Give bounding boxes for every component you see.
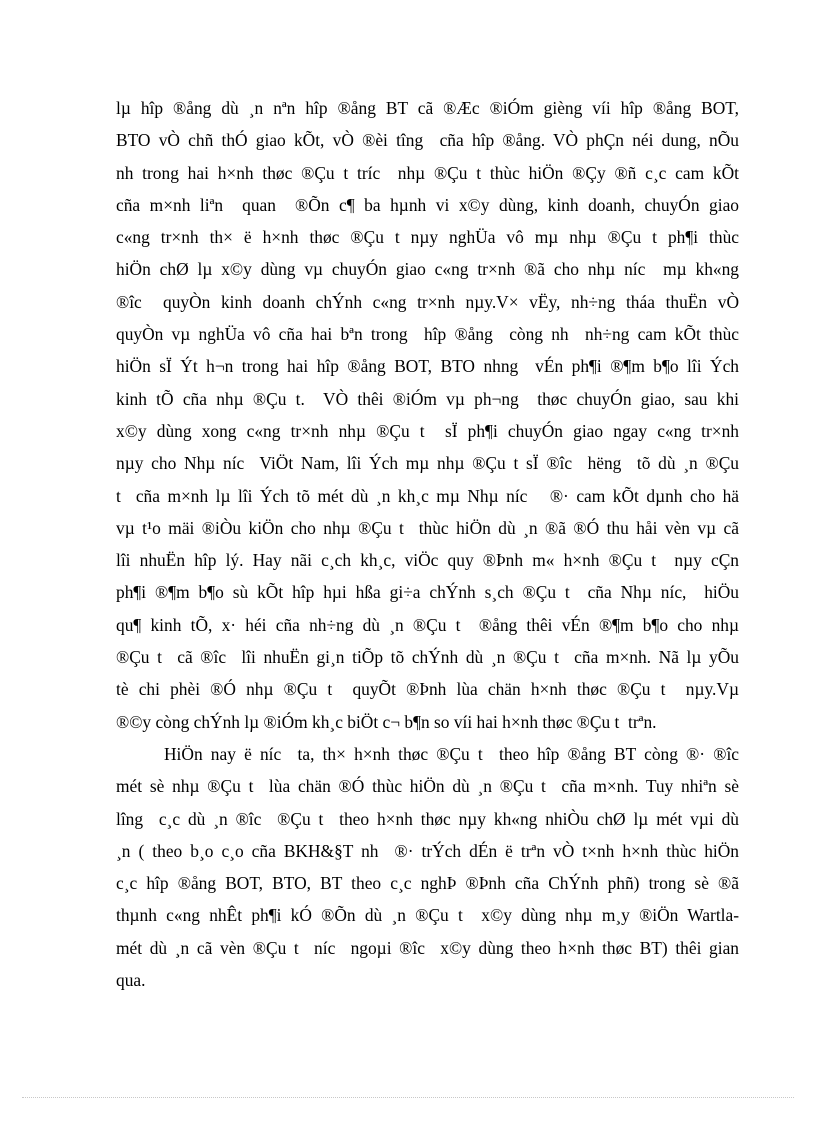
text-line: quyÒn vµ nghÜa vô cña hai bªn trong hîp ®ång còng nh nh÷ng cam kÕt thùc [116,324,739,345]
text-line: vµ t¹o mäi ®iÒu kiÖn cho nhµ ®Çu t thùc hiÖn dù ¸n ®ã ®Ó thu håi vèn vµ cã [116,517,739,538]
text-line: hiÖn sÏ Ýt h¬n trong hai hîp ®ång BOT, BTO nhng vÉn ph¶i ®¶m b¶o lîi Ých [116,356,739,377]
footer-divider [22,1097,794,1098]
text-line: c¸c hîp ®ång BOT, BTO, BT theo c¸c nghÞ ®Þnh cña ChÝnh phñ) trong sè ®ã [116,873,739,894]
text-line: lîng c¸c dù ¸n ®îc ®Çu t theo h×nh thøc nµy kh«ng nhiÒu chØ lµ mét vµi dù [116,808,739,829]
text-line: lîi nhuËn hîp lý. Hay nãi c¸ch kh¸c, viÖc quy ®Þnh m« h×nh ®Çu t nµy cÇn [116,550,739,571]
text-line: ph¶i ®¶m b¶o sù kÕt hîp hµi hßa gi÷a chÝnh s¸ch ®Çu t cña Nhµ níc, hiÖu [116,582,739,603]
text-line: nh trong hai h×nh thøc ®Çu t tríc nhµ ®Çu t thùc hiÖn ®Çy ®ñ c¸c cam kÕt [116,162,739,183]
text-line: ®©y còng chÝnh lµ ®iÓm kh¸c biÖt c¬ b¶n so víi hai h×nh thøc ®Çu t trªn. [116,711,657,732]
text-line: hiÖn chØ lµ x©y dùng vµ chuyÓn giao c«ng tr×nh ®ã cho nhµ níc mµ kh«ng [116,259,739,280]
text-line: ¸n ( theo b¸o c¸o cña BKH&§T nh ®· trÝch dÉn ë trªn vÒ t×nh h×nh thùc hiÖn [116,840,739,861]
text-line: x©y dùng xong c«ng tr×nh nhµ ®Çu t sÏ ph¶i chuyÓn giao ngay c«ng tr×nh [116,420,739,441]
text-line: kinh tÕ cña nhµ ®Çu t. VÒ thêi ®iÓm vµ ph¬ng thøc chuyÓn giao, sau khi [116,388,739,409]
text-line: tè chi phèi ®Ó nhµ ®Çu t quyÕt ®Þnh lùa chän h×nh thøc ®Çu t nµy.Vµ [116,679,739,700]
text-line: cña m×nh liªn quan ®Õn c¶ ba hµnh vi x©y dùng, kinh doanh, chuyÓn giao [116,194,739,215]
text-line: BTO vÒ chñ thÓ giao kÕt, vÒ ®èi tîng cña hîp ®ång. VÒ phÇn néi dung, nÕu [116,130,739,151]
text-line: mét sè nhµ ®Çu t lùa chän ®Ó thùc hiÖn dù ¸n ®Çu t cña m×nh. Tuy nhiªn sè [116,776,739,797]
text-line: qua. [116,970,146,991]
text-line: t cña m×nh lµ lîi Ých tõ mét dù ¸n kh¸c mµ Nhµ níc ®· cam kÕt dµnh cho hä [116,485,739,506]
text-line: HiÖn nay ë níc ta, th× h×nh thøc ®Çu t theo hîp ®ång BT còng ®· ®îc [164,743,739,764]
text-line: thµnh c«ng nhÊt ph¶i kÓ ®Õn dù ¸n ®Çu t x©y dùng nhµ m¸y ®iÖn Wartla- [116,905,739,926]
text-line: ®îc quyÒn kinh doanh chÝnh c«ng tr×nh nµy.V× vËy, nh÷ng tháa thuËn vÒ [116,291,739,312]
text-line: qu¶ kinh tÕ, x· héi cña nh÷ng dù ¸n ®Çu t ®ång thêi vÉn ®¶m b¶o cho nhµ [116,614,739,635]
text-line: c«ng tr×nh th× ë h×nh thøc ®Çu t nµy nghÜa vô mµ nhµ ®Çu t ph¶i thùc [116,227,739,248]
text-line: nµy cho Nhµ níc ViÖt Nam, lîi Ých mµ nhµ ®Çu t sÏ ®îc hëng tõ dù ¸n ®Çu [116,453,739,474]
body-text [116,92,739,996]
text-line: mét dù ¸n cã vèn ®Çu t níc ngoµi ®îc x©y dùng theo h×nh thøc BT) thêi gian [116,937,739,958]
text-line: ®Çu t cã ®îc lîi nhuËn gi¸n tiÕp tõ chÝnh dù ¸n ®Çu t cña m×nh. Nã lµ yÕu [116,647,739,668]
text-line: lµ hîp ®ång dù ¸n nªn hîp ®ång BT cã ®Æc ®iÓm gièng víi hîp ®ång BOT, [116,98,739,118]
